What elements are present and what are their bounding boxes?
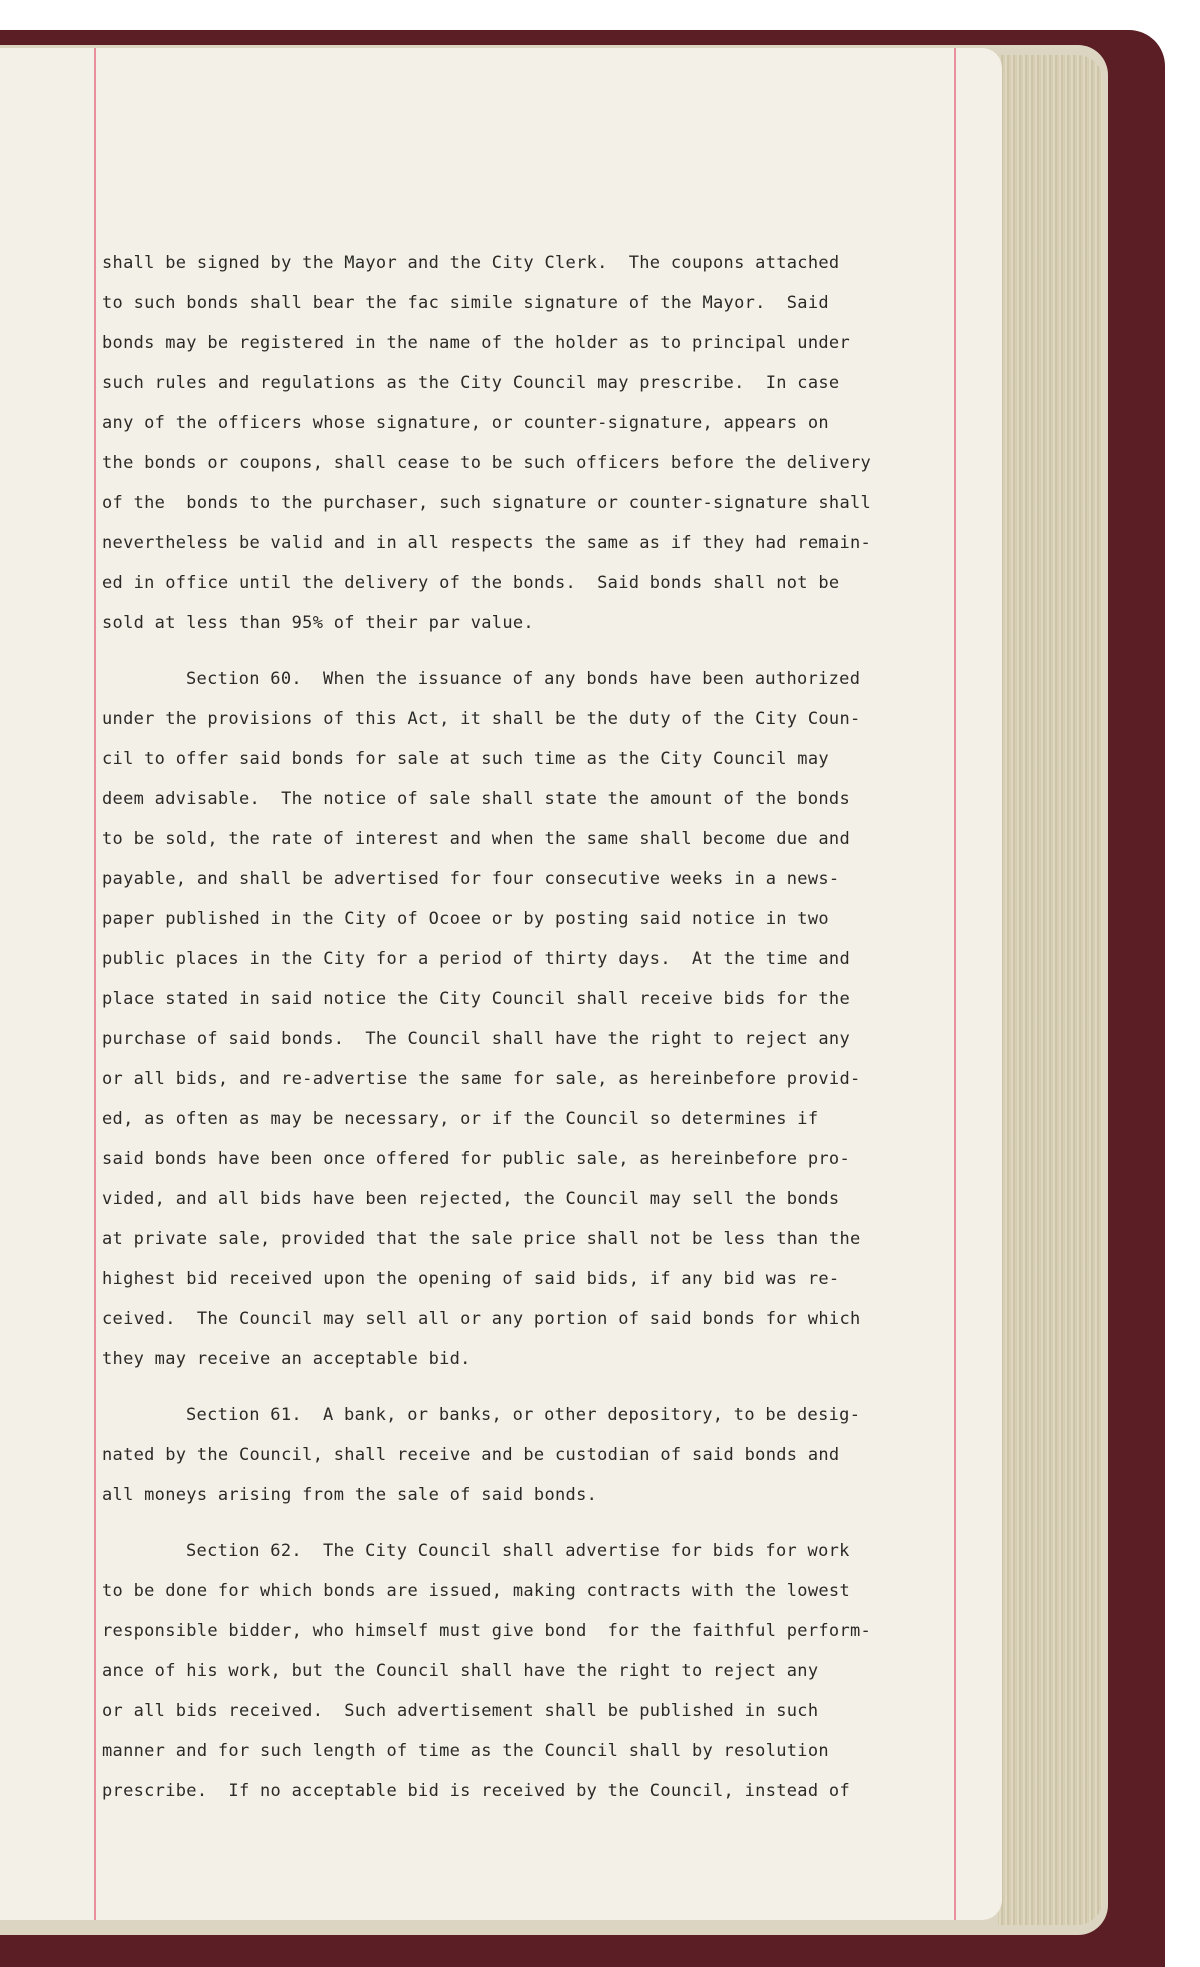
typed-text-body xyxy=(102,243,967,1811)
paragraph-gap xyxy=(102,1515,967,1531)
text-line: any of the officers whose signature, or counter-signature, appears on xyxy=(102,413,829,433)
text-line: Section 62. The City Council shall advertise for bids for work xyxy=(186,1541,850,1561)
text-line: paper published in the City of Ocoee or by posting said notice in two xyxy=(102,909,829,929)
paragraph xyxy=(102,243,967,643)
text-line: Section 61. A bank, or banks, or other depository, to be desig- xyxy=(186,1405,861,1425)
text-line: nated by the Council, shall receive and be custodian of said bonds and xyxy=(102,1445,840,1465)
text-line: to be done for which bonds are issued, making contracts with the lowest xyxy=(102,1581,850,1601)
left-margin-rule xyxy=(94,48,96,1920)
text-line: public places in the City for a period of thirty days. At the time and xyxy=(102,949,850,969)
text-line: under the provisions of this Act, it shall be the duty of the City Coun- xyxy=(102,709,861,729)
paragraph xyxy=(102,1395,967,1515)
text-line: ceived. The Council may sell all or any portion of said bonds for which xyxy=(102,1309,861,1329)
text-line: vided, and all bids have been rejected, the Council may sell the bonds xyxy=(102,1189,840,1209)
text-line: prescribe. If no acceptable bid is received by the Council, instead of xyxy=(102,1781,850,1801)
text-line: Section 60. When the issuance of any bonds have been authorized xyxy=(186,669,861,689)
text-line: sold at less than 95% of their par value. xyxy=(102,613,534,633)
text-line: responsible bidder, who himself must give bond for the faithful perform- xyxy=(102,1621,872,1641)
text-line: at private sale, provided that the sale price shall not be less than the xyxy=(102,1229,861,1249)
paragraph xyxy=(102,659,967,1379)
text-line: all moneys arising from the sale of said bonds. xyxy=(102,1485,598,1505)
text-line: or all bids received. Such advertisement shall be published in such xyxy=(102,1701,819,1721)
text-line: to such bonds shall bear the fac simile signature of the Mayor. Said xyxy=(102,293,829,313)
text-line: of the bonds to the purchaser, such signature or counter-signature shall xyxy=(102,493,872,513)
text-line: bonds may be registered in the name of the holder as to principal under xyxy=(102,333,850,353)
page-edges xyxy=(998,55,1103,1925)
text-line: deem advisable. The notice of sale shall state the amount of the bonds xyxy=(102,789,850,809)
text-line: highest bid received upon the opening of said bids, if any bid was re- xyxy=(102,1269,840,1289)
paragraph-gap xyxy=(102,1379,967,1395)
text-line: place stated in said notice the City Council shall receive bids for the xyxy=(102,989,850,1009)
text-line: such rules and regulations as the City Council may prescribe. In case xyxy=(102,373,840,393)
text-line: shall be signed by the Mayor and the City Clerk. The coupons attached xyxy=(102,253,840,273)
text-line: they may receive an acceptable bid. xyxy=(102,1349,471,1369)
text-line: ed, as often as may be necessary, or if the Council so determines if xyxy=(102,1109,819,1129)
text-line: ance of his work, but the Council shall have the right to reject any xyxy=(102,1661,819,1681)
text-line: or all bids, and re-advertise the same for sale, as hereinbefore provid- xyxy=(102,1069,861,1089)
paragraph-gap xyxy=(102,643,967,659)
text-line: the bonds or coupons, shall cease to be such officers before the delivery xyxy=(102,453,872,473)
text-line: payable, and shall be advertised for four consecutive weeks in a news- xyxy=(102,869,840,889)
text-line: said bonds have been once offered for public sale, as hereinbefore pro- xyxy=(102,1149,850,1169)
text-line: purchase of said bonds. The Council shall have the right to reject any xyxy=(102,1029,850,1049)
text-line: to be sold, the rate of interest and when the same shall become due and xyxy=(102,829,850,849)
paragraph xyxy=(102,1531,967,1811)
text-line: nevertheless be valid and in all respects the same as if they had remain- xyxy=(102,533,872,553)
text-line: ed in office until the delivery of the bonds. Said bonds shall not be xyxy=(102,573,840,593)
text-line: manner and for such length of time as the Council shall by resolution xyxy=(102,1741,829,1761)
text-line: cil to offer said bonds for sale at such time as the City Council may xyxy=(102,749,829,769)
